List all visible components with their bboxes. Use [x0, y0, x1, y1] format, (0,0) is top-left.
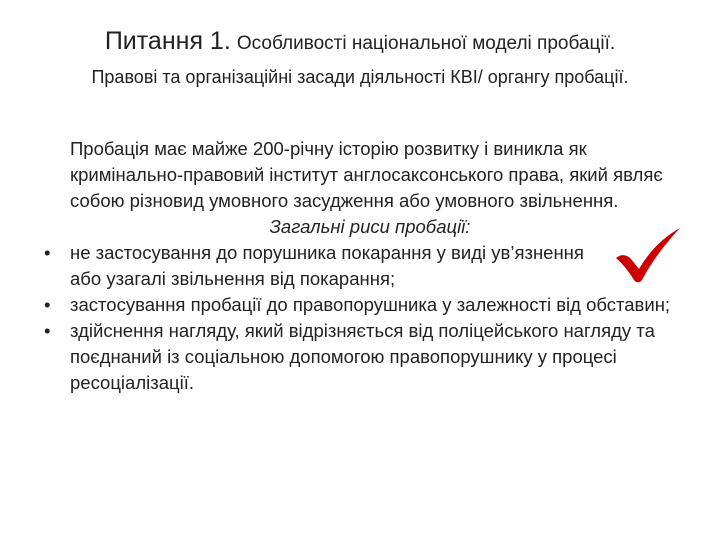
- list-item-text: здійснення нагляду, який відрізняється від поліцейського нагляду та поєднаний із соціальною допомогою правопорушнику у процесі ресоціалізації.: [70, 320, 655, 393]
- list-item-text: не застосування до порушника покарання у виді ув’язнення або узагалі звільнення від покарання;: [70, 242, 584, 289]
- features-heading: Загальні риси пробації:: [269, 216, 471, 237]
- checkmark-icon: [612, 226, 684, 284]
- slide-subtitle: Правові та організаційні засади діяльності КВІ/ органгу пробації.: [91, 67, 629, 87]
- features-list: [44, 240, 694, 396]
- bullet-icon: •: [44, 294, 51, 315]
- slide-title: [40, 26, 680, 59]
- bullet-icon: •: [44, 320, 51, 341]
- list-item: [44, 318, 700, 396]
- intro-paragraph: Пробація має майже 200-річну історію розвитку і виникла як кримінально-правовий інститут англосаксонського права, який являє собою різновид умовного засудження або умовного звільнення.: [70, 138, 663, 211]
- title-prefix: Питання 1.: [104, 27, 231, 55]
- list-item: [44, 240, 590, 292]
- list-item-text: застосування пробації до правопорушника у залежності від обставин;: [70, 294, 671, 315]
- bullet-icon: •: [44, 242, 51, 263]
- slide-content: [44, 136, 694, 396]
- list-item: [44, 292, 700, 318]
- title-main: Особливості національної моделі пробації.: [236, 33, 616, 54]
